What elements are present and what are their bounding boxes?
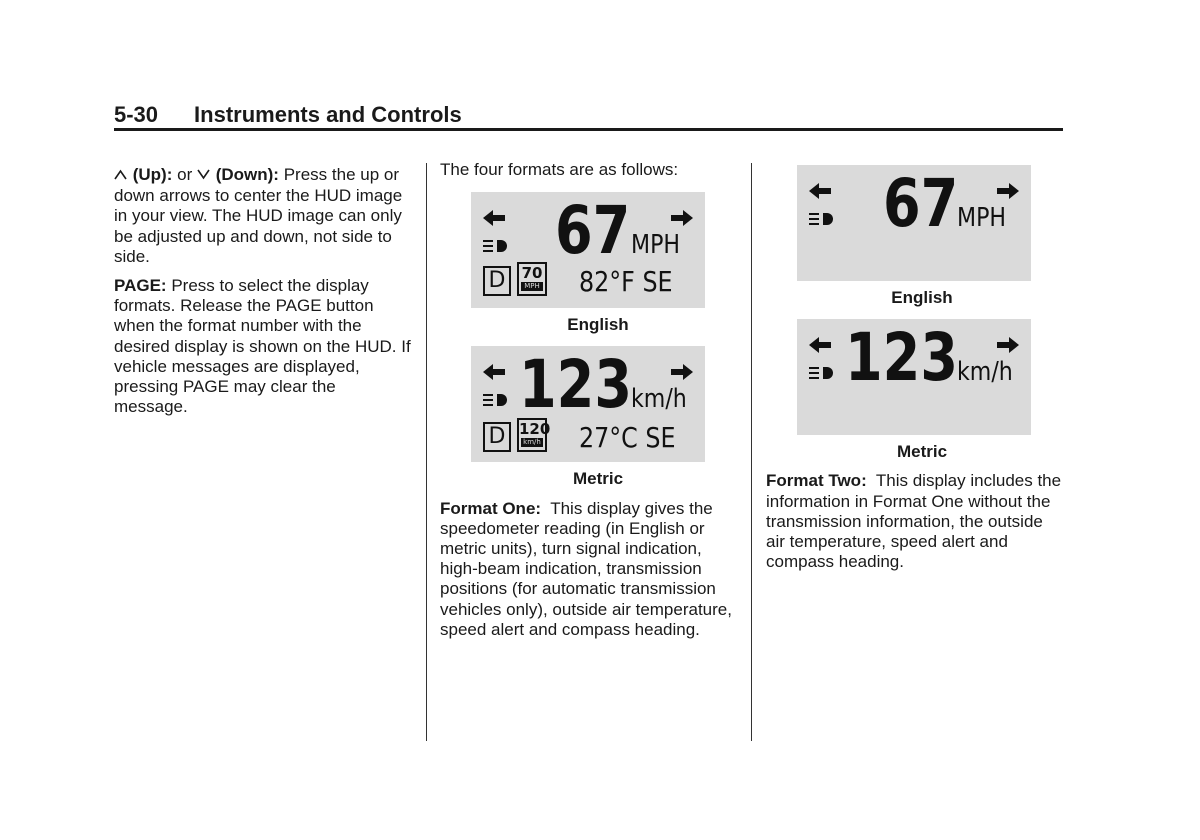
format-two-body: This display includes the information in Format One without the transmission information, the outside air temperature, speed alert and compass heading. <box>766 471 1062 572</box>
speed-unit: km/h <box>957 357 1013 388</box>
speed-value: 123 <box>519 346 632 424</box>
temperature-compass: 27°C SE <box>579 421 676 455</box>
speed-value: 67 <box>555 192 631 270</box>
hud-display-metric-format-two <box>797 319 1031 435</box>
page-body: Press to select the display formats. Release the PAGE button when the format number with the desired display is shown on the HUD. If vehicle messages are displayed, pressing PAGE may clear the message. <box>114 276 411 417</box>
turn-left-arrow-icon <box>809 337 831 358</box>
format-one-body: This display gives the speedometer reading (in English or metric units), turn signal indication, high-beam indication, transmission positions (for automatic transmission vehicles only), outside air temperature, speed alert and compass heading. <box>440 498 732 639</box>
hud-display-metric-format-one <box>471 346 705 462</box>
turn-right-arrow-icon <box>671 364 693 385</box>
speed-unit: MPH <box>957 203 1007 233</box>
gear-indicator: D <box>483 266 511 296</box>
speed-unit: MPH <box>631 230 681 261</box>
high-beam-icon <box>483 238 509 258</box>
up-chevron-icon <box>114 166 128 186</box>
header-rule <box>114 128 1063 131</box>
speed-alert-badge <box>517 262 547 296</box>
page-number: 5-30 <box>114 102 159 127</box>
format-two-paragraph <box>766 471 1062 572</box>
turn-right-arrow-icon <box>997 183 1019 204</box>
or-text: or <box>177 165 193 184</box>
high-beam-icon <box>483 392 509 412</box>
format-one-paragraph <box>440 499 740 640</box>
speed-alert-value: 70 <box>521 264 543 283</box>
speed-value: 123 <box>845 319 958 397</box>
updown-paragraph <box>114 165 414 267</box>
page-label: PAGE: <box>114 276 167 296</box>
turn-left-arrow-icon <box>483 364 505 385</box>
turn-left-arrow-icon <box>483 210 505 231</box>
formats-intro: The four formats are as follows: <box>440 160 679 179</box>
caption-metric: Metric <box>572 469 624 489</box>
speed-unit: km/h <box>631 384 687 415</box>
speed-alert-unit: km/h <box>521 438 543 447</box>
updown-body: Press the up or down arrows to center the HUD image in your view. The HUD image can only be adjusted up and down, not side to side. <box>114 165 403 266</box>
caption-english: English <box>891 288 953 307</box>
speed-alert-unit: MPH <box>521 282 543 291</box>
speed-alert-value: 120 <box>519 420 551 439</box>
gear-indicator: D <box>483 422 511 452</box>
down-label: (Down): <box>215 165 279 184</box>
section-title: Instruments and Controls <box>194 102 462 127</box>
caption-metric: Metric <box>896 442 948 462</box>
high-beam-icon <box>809 365 835 385</box>
high-beam-icon <box>809 211 835 231</box>
hud-display-english-format-one <box>471 192 705 308</box>
page-paragraph <box>114 276 414 417</box>
column-1 <box>114 165 414 426</box>
page-header <box>114 101 1063 129</box>
column-divider-2 <box>751 163 752 741</box>
column-divider-1 <box>426 163 427 741</box>
temperature-compass: 82°F SE <box>579 265 673 299</box>
caption-english: English <box>567 315 629 335</box>
down-chevron-icon <box>197 166 211 186</box>
column-3 <box>766 165 1062 581</box>
hud-display-english-format-two <box>797 165 1031 281</box>
speed-value: 67 <box>883 165 959 242</box>
column-2 <box>440 160 740 649</box>
format-two-label: Format Two: <box>766 471 867 491</box>
up-label: (Up): <box>132 165 173 184</box>
turn-right-arrow-icon <box>997 337 1019 358</box>
turn-right-arrow-icon <box>671 210 693 231</box>
format-one-label: Format One: <box>440 498 542 518</box>
turn-left-arrow-icon <box>809 183 831 204</box>
speed-alert-badge <box>517 418 551 452</box>
